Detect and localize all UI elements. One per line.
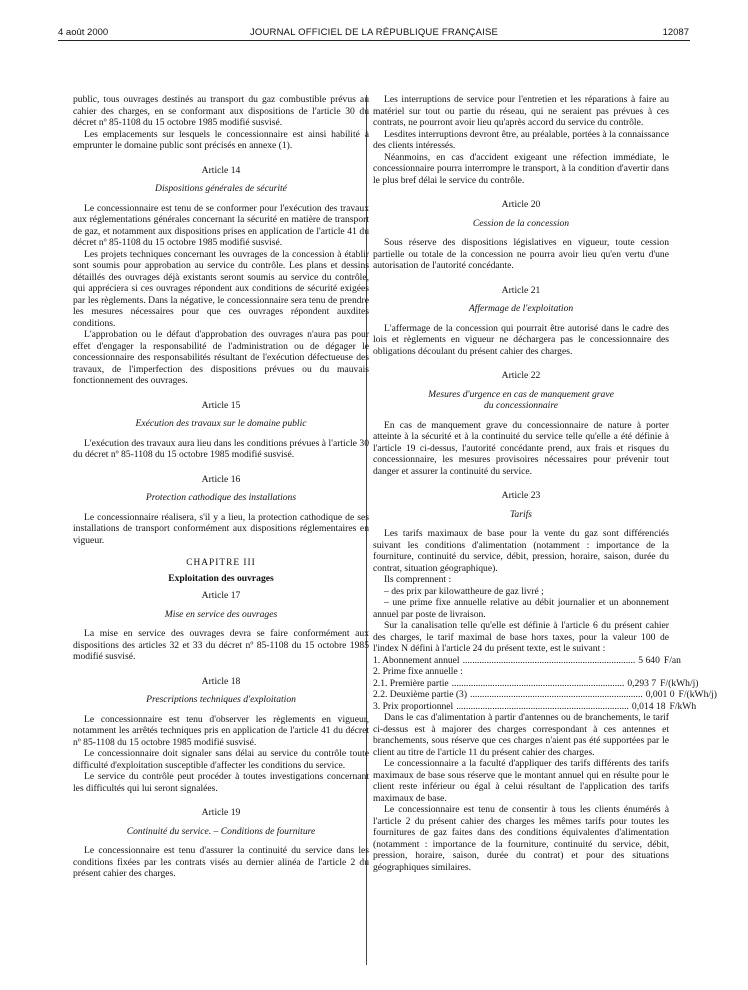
- article-heading: Article 18: [201, 675, 241, 687]
- article-title: Protection cathodique des installations: [145, 492, 297, 503]
- article-heading: Article 16: [201, 473, 241, 485]
- tariff-row: [373, 677, 699, 690]
- paragraph: Le concessionnaire est tenu d'observer les règlements en vigueur, notamment les arrêtés techniques pris en application de l'article 41 du décret nº 85-1108 du 15 octobre 1985 modifié susvisé.: [73, 713, 369, 748]
- page-header: [0, 0, 748, 40]
- article-title: Continuité du service. – Conditions de fourniture: [126, 825, 316, 837]
- tariff-value: 5 640: [638, 654, 660, 666]
- paragraph: En cas de manquement grave du concessionnaire de nature à porter atteinte à la sécurité et à la continuité du service telle qu'elle a été définie à l'article 19 ci-dessus, l'autorité concédante prend, aux frais et risques du concessionnaire, les mesures provisoires nécessaires pour prévenir tout danger et assurer la continuité du service.: [373, 419, 669, 477]
- paragraph: Le service du contrôle peut procéder à toutes investigations concernant les difficultés qui lui seront signalées.: [73, 771, 369, 794]
- chapter-heading: CHAPITRE III: [186, 558, 256, 568]
- tariff-label: 2.2. Deuxième partie (3): [373, 689, 468, 700]
- tariff-unit: F/kWh: [669, 700, 697, 712]
- tariff-row: [373, 666, 669, 678]
- paragraph: Sur la canalisation telle qu'elle est définie à l'article 6 du présent cahier des charges, le tarif maximal de base hors taxes, pour la valeur 100 de l'index N défini à l'article 24 du présent texte, est le suivant :: [373, 620, 669, 654]
- article-title: Cession de la concession: [472, 217, 570, 229]
- list-item: – une prime fixe annuelle relative au débit journalier et un abonnement annuel par poste de livraison.: [373, 597, 669, 620]
- list-item: – des prix par kilowattheure de gaz livré ;: [384, 585, 544, 597]
- paragraph: Le concessionnaire a la faculté d'appliquer des tarifs différents des tarifs maximaux de base sous réserve que le montant annuel qui en résulte pour le client reste inférieur ou égal à celui résultant de l'application des tarifs maximaux de base.: [373, 758, 669, 804]
- tariff-unit: F/(kWh/j): [678, 689, 717, 700]
- paragraph: L'affermage de la concession qui pourrait être autorisé dans le cadre des lois et règlements en vigueur ne déchargera pas le concessionnaire des obligations découlant du présent cahier des charges.: [373, 322, 669, 357]
- paragraph: L'exécution des travaux aura lieu dans les conditions prévues à l'article 30 du décret nº 85-1108 du 15 octobre 1985 modifié susvisé.: [73, 437, 369, 460]
- leader-dots: ........................................................................: [462, 654, 636, 666]
- tariff-label: 3. Prix proportionnel: [373, 700, 454, 712]
- article-heading: Article 21: [501, 284, 541, 296]
- paragraph: Ils comprennent :: [384, 574, 452, 585]
- tariff-components-list: [373, 586, 669, 621]
- tariff-unit: F/(kWh/j): [660, 677, 699, 689]
- tariff-row: [373, 654, 681, 667]
- article-title: Mise en service des ouvrages: [164, 608, 278, 620]
- article-title-cont: du concessionnaire: [484, 400, 558, 411]
- tariff-label: 1. Abonnement annuel: [373, 654, 460, 666]
- tariff-value: 0,293 7: [627, 677, 657, 689]
- tariff-row: [373, 700, 697, 713]
- tariff-label: 2.1. Première partie: [373, 677, 449, 689]
- paragraph: Les emplacements sur lesquels le concessionnaire est ainsi habilité à emprunter le domaine public sont précisés en annexe (1).: [73, 128, 369, 151]
- paragraph: L'approbation ou le défaut d'approbation des ouvrages n'aura pas pour effet d'engager la responsabilité de l'administration ou de dégager le concessionnaire des responsabilités résultant de l'exécution défectueuse des travaux, de l'imperfection des dispositions prévues ou du mauvais fonctionnement des ouvrages.: [73, 329, 369, 386]
- tariff-unit: F/an: [663, 654, 681, 666]
- article-title: Prescriptions techniques d'exploitation: [146, 694, 296, 705]
- tariff-label: 2. Prime fixe annuelle :: [373, 666, 463, 677]
- paragraph: Le concessionnaire est tenu d'assurer la continuité du service dans les conditions fixées par les contrats visés au dernier alinéa de l'article 2 du présent cahier des charges.: [73, 845, 369, 879]
- paragraph: Le concessionnaire est tenu de consentir à tous les clients énumérés à l'article 2 du présent cahier des charges les mêmes tarifs pour toutes les fournitures de gaz faites dans des conditions équivalentes d'alimentation (notamment : importance de la fourniture, continuité du service, débit, pression, horaire, saison, durée du contrat) et pour des situations géographiques similaires.: [373, 804, 669, 873]
- article-title: Dispositions générales de sécurité: [155, 183, 287, 194]
- paragraph: public, tous ouvrages destinés au transport du gaz combustible prévus au cahier des charges, en se conformant aux dispositions de l'article 30 du décret nº 85-1108 du 15 octobre 1985 modifié susvisé.: [73, 94, 369, 128]
- article-title: Affermage de l'exploitation: [468, 303, 574, 314]
- paragraph: Les interruptions de service pour l'entretien et les réparations à faire au matériel sur tout ou partie du réseau, qui ne seraient pas prévues à ces contrats, ne pourront avoir lieu qu'après accord du service du contrôle.: [373, 94, 669, 128]
- article-heading: Article 15: [201, 399, 241, 411]
- paragraph: Les projets techniques concernant les ouvrages de la concession à établir sont soumis pour approbation au service du contrôle. Les plans et dessins détaillés des ouvrages déjà existants seront soumis au service du contrôle, qui appréciera si ces ouvrages répondent aux conditions de sécurité exigées par les règlements. Dans la négative, le concessionnaire sera tenu de prendre les mesures nécessaires pour que ces ouvrages répondent auxdites conditions.: [73, 248, 369, 329]
- article-heading: Article 23: [501, 490, 541, 501]
- issue-date: 4 août 2000: [58, 27, 109, 38]
- chapter-title: Exploitation des ouvrages: [168, 572, 274, 584]
- leader-dots: ........................................................................: [470, 689, 643, 700]
- article-heading: Article 19: [201, 807, 241, 818]
- article-title: Exécution des travaux sur le domaine public: [135, 418, 307, 429]
- tariff-table: [373, 654, 717, 713]
- paragraph: Le concessionnaire réalisera, s'il y a lieu, la protection cathodique de ses installations de transport conformément aux dispositions réglementaires en vigueur.: [73, 511, 369, 546]
- paragraph: Néanmoins, en cas d'accident exigeant une réfection immédiate, le concessionnaire pourra interrompre le transport, à la condition d'avertir dans le plus bref délai le service du contrôle.: [373, 151, 669, 186]
- left-column: [73, 94, 369, 880]
- tariff-row: [373, 689, 717, 701]
- article-heading: Article 17: [201, 590, 241, 601]
- paragraph: Les tarifs maximaux de base pour la vente du gaz sont différenciés suivant les conditions d'alimentation (notamment : importance de la fourniture, continuité du service, débit, pression, horaire, saison, durée du contrat, situation géographique).: [373, 528, 669, 574]
- paragraph: La mise en service des ouvrages devra se faire conformément aux dispositions des articles 32 et 33 du décret nº 85-1108 du 15 octobre 1985 modifié susvisé.: [73, 628, 369, 662]
- article-heading: Article 20: [501, 199, 541, 210]
- tariff-value: 0,014 18: [631, 700, 666, 712]
- paragraph: Le concessionnaire est tenu de se conformer pour l'exécution des travaux aux réglementations générales concernant la sécurité en matière de transport de gaz, et notamment aux dispositions prises en application de l'article 41 du décret nº 85-1108 du 15 octobre 1985 modifié susvisé.: [73, 202, 369, 248]
- paragraph: Sous réserve des dispositions législatives en vigueur, toute cession partielle ou totale de la concession ne pourra avoir lieu qu'en vertu d'une autorisation de l'autorité concédante.: [373, 237, 669, 271]
- leader-dots: ........................................................................: [456, 700, 629, 712]
- tariff-value: 0,001 0: [645, 689, 675, 700]
- page-number: 12087: [662, 27, 689, 38]
- paragraph: Lesdites interruptions devront être, au préalable, portées à la connaissance des clients intéressés.: [373, 128, 669, 151]
- leader-dots: ........................................................................: [451, 677, 625, 689]
- article-title: Mesures d'urgence en cas de manquement grave: [428, 388, 614, 400]
- journal-title: JOURNAL OFFICIEL DE LA RÉPUBLIQUE FRANÇAISE: [249, 27, 499, 38]
- right-column: [373, 94, 717, 873]
- article-title: Tarifs: [509, 508, 533, 520]
- paragraph: Dans le cas d'alimentation à partir d'antennes ou de branchements, le tarif ci-dessus est à majorer des charges correspondant à ces antennes et branchements, sous réserve que ces charges n'aient pas été supportées par le client au titre de l'article 11 du présent cahier des charges.: [373, 712, 669, 758]
- paragraph: Le concessionnaire doit signaler sans délai au service du contrôle toute difficulté d'exploitation susceptible d'affecter les conditions du service.: [73, 748, 369, 771]
- article-heading: Article 22: [501, 370, 541, 381]
- article-heading: Article 14: [201, 164, 241, 176]
- header-rule: [58, 40, 690, 41]
